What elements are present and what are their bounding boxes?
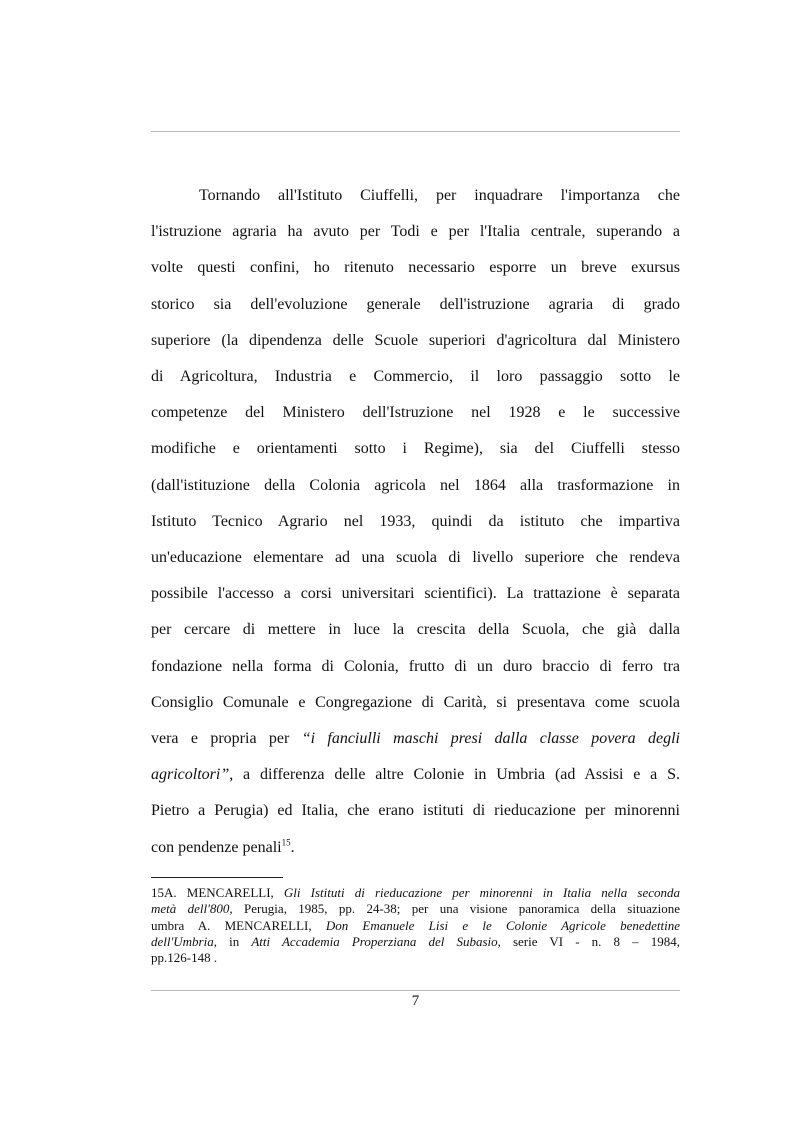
- footnote-separator: [151, 877, 283, 878]
- text-line: l'istruzione agraria ha avuto per Todi e per l'Italia centrale, superando a: [151, 223, 680, 241]
- text-line: (dall'istituzione della Colonia agricola nel 1864 alla trasformazione in: [151, 476, 680, 494]
- text-line: per cercare di mettere in luce la crescita della Scuola, che già dalla: [151, 621, 680, 639]
- footnote-reference[interactable]: 15: [281, 837, 291, 848]
- text-line: possibile l'accesso a corsi universitari scientifici). La trattazione è separata: [151, 585, 680, 603]
- text-line: [151, 830, 680, 866]
- text-line: [151, 721, 680, 757]
- text-line: modifiche e orientamenti sotto i Regime), sia del Ciuffelli stesso: [151, 440, 680, 458]
- text-line: superiore (la dipendenza delle Scuole superiori d'agricoltura dal Ministero: [151, 331, 680, 349]
- footnote-title: dell'Umbria,: [151, 933, 217, 949]
- footnote-author: umbra A. MENCARELLI,: [151, 917, 326, 933]
- footnote-number: 15: [151, 885, 164, 900]
- page-number: 7: [411, 993, 420, 1009]
- text-line: competenze del Ministero dell'Istruzione nel 1928 e le successive: [151, 404, 680, 422]
- text-segment: a differenza delle altre Colonie in Umbria (ad Assisi e a S.: [233, 766, 680, 784]
- text-line: fondazione nella forma di Colonia, frutto di un duro braccio di ferro tra: [151, 657, 680, 675]
- quoted-text: agricoltori”,: [151, 766, 234, 784]
- footnote-line: pp.126-148 .: [151, 950, 218, 966]
- footnote-text: serie VI - n. 8 – 1984,: [500, 933, 680, 949]
- text-line: storico sia dell'evoluzione generale dell'istruzione agraria di grado: [151, 295, 680, 313]
- footnote-author: A. MENCARELLI,: [164, 885, 284, 900]
- text-segment: .: [290, 838, 295, 856]
- footnote-text: , Perugia, 1985, pp. 24-38; per una visione panoramica della situazione: [229, 901, 680, 917]
- text-line: Tornando all'Istituto Ciuffelli, per inquadrare l'importanza che: [199, 187, 680, 204]
- footnote-journal: Atti Accademia Properziana del Subasio,: [251, 933, 501, 949]
- footnote-line: [151, 901, 680, 917]
- footnote-line: [151, 934, 680, 950]
- quoted-text: “i fanciulli maschi presi dalla classe povera degli: [301, 730, 680, 748]
- footnote: [151, 885, 680, 966]
- text-line: Consiglio Comunale e Congregazione di Carità, si presentava come scuola: [151, 693, 680, 711]
- text-line: volte questi confini, ho ritenuto necessario esporre un breve exursus: [151, 259, 680, 277]
- text-line: [151, 757, 680, 793]
- footnote-title: metà dell'800: [151, 901, 230, 917]
- footnote-line: [151, 885, 680, 901]
- footnote-line: [151, 918, 680, 934]
- footnote-text: in: [216, 933, 252, 949]
- text-line: di Agricoltura, Industria e Commercio, il loro passaggio sotto le: [151, 368, 680, 386]
- text-line: Pietro a Perugia) ed Italia, che erano istituti di rieducazione per minorenni: [151, 802, 680, 820]
- header-rule: [151, 131, 680, 132]
- text-segment: con pendenze penali: [151, 838, 282, 856]
- footnote-title: Don Emanuele Lisi e le Colonie Agricole benedettine: [325, 917, 680, 933]
- text-line: Istituto Tecnico Agrario nel 1933, quindi da istituto che impartiva: [151, 512, 680, 530]
- body-paragraph: [151, 178, 680, 866]
- text-line: un'educazione elementare ad una scuola di livello superiore che rendeva: [151, 549, 680, 567]
- text-segment: vera e propria per: [151, 730, 302, 748]
- footnote-title: Gli Istituti di rieducazione per minorenni in Italia nella seconda: [283, 885, 680, 900]
- footer-rule: [151, 990, 680, 991]
